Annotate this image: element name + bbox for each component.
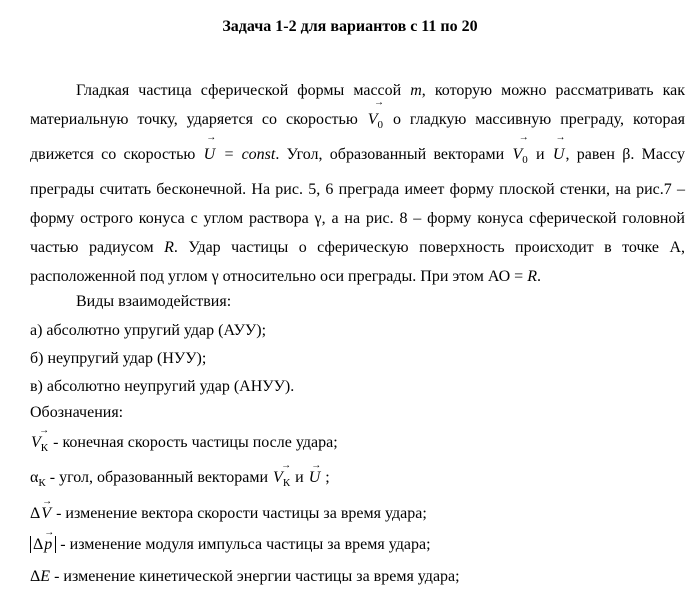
text-segment: , равен β. Массу преграды считать бесконечной. На рис. 5, 6 преграда имеет форму плоской стенки, на рис.7 – форму острого конуса с углом раствора γ, а на рис. 8 – форму конуса сферической головной частью радиусом xyxy=(30,146,686,257)
vector-u xyxy=(203,132,217,169)
text-segment: , которую можно рассматривать как материальную точку, ударяется со скоростью xyxy=(30,82,685,128)
vector-subscript: К xyxy=(40,442,49,455)
vector-subscript: 0 xyxy=(522,154,528,167)
vector-v xyxy=(40,496,53,524)
vector-v0 xyxy=(367,97,384,140)
vector-letter: p xyxy=(44,536,53,553)
notation-item-delta-e xyxy=(30,567,460,587)
radius-symbol: R xyxy=(164,239,174,257)
notation-heading: Обозначения: xyxy=(30,404,124,421)
abs-value-bars xyxy=(30,527,56,553)
notation-text: - угол, образованный векторами xyxy=(45,469,273,486)
text-segment: . Угол, образованный векторами xyxy=(275,146,512,164)
notation-item-vk xyxy=(30,425,338,458)
text-segment: о гладкую массивную преграду, которая движется со скоростью xyxy=(30,111,685,164)
vector-arrow: → xyxy=(42,496,53,507)
delta-symbol: Δ xyxy=(33,536,44,553)
text-segment: и xyxy=(528,146,552,164)
vector-arrow: → xyxy=(518,132,529,144)
vector-p xyxy=(43,527,55,555)
radius-symbol: R xyxy=(527,268,537,286)
notation-text: - изменение кинетической энергии частицы за время удара; xyxy=(50,568,460,585)
vector-vk xyxy=(30,425,50,458)
vector-vk xyxy=(272,460,292,493)
vector-v0 xyxy=(511,132,529,175)
notation-item-alpha xyxy=(30,460,330,493)
vector-arrow: → xyxy=(555,132,566,144)
vector-letter: V xyxy=(41,505,52,522)
vector-subscript: 0 xyxy=(377,119,383,132)
energy-symbol: E xyxy=(40,568,51,585)
notation-text: - изменение модуля импульса частицы за время удара; xyxy=(56,536,431,553)
vector-letter: V xyxy=(273,469,283,486)
vector-arrow: → xyxy=(44,527,55,538)
vector-letter: V xyxy=(512,146,523,164)
notation-item-delta-p xyxy=(30,527,431,555)
vector-letter: V xyxy=(31,434,41,451)
interaction-type-item: в) абсолютно неупругий удар (АНУУ). xyxy=(30,378,295,395)
vector-arrow: → xyxy=(206,132,217,144)
vector-letter: U xyxy=(203,146,216,164)
notation-text: ; xyxy=(321,469,330,486)
vector-subscript: К xyxy=(282,477,291,490)
text-segment: Гладкая частица сферической формы массой xyxy=(76,82,411,99)
text-segment: . xyxy=(536,268,541,286)
vector-arrow: → xyxy=(281,460,292,471)
vector-u xyxy=(308,460,322,488)
vector-letter: U xyxy=(308,469,321,486)
interaction-type-item: а) абсолютно упругий удар (АУУ); xyxy=(30,322,267,339)
vector-u xyxy=(552,132,566,169)
const-equation: = const xyxy=(216,146,276,164)
vector-arrow: → xyxy=(311,460,322,471)
notation-text: - конечная скорость частицы после удара; xyxy=(49,434,338,451)
interaction-types-heading: Виды взаимодействия: xyxy=(76,293,232,310)
delta-symbol: Δ xyxy=(30,505,41,522)
interaction-type-item: б) неупругий удар (НУУ); xyxy=(30,350,207,367)
notation-text: и xyxy=(291,469,308,486)
vector-letter: U xyxy=(552,146,565,164)
alpha-symbol: α xyxy=(30,469,39,486)
vector-letter: V xyxy=(367,111,378,128)
mass-symbol: m xyxy=(410,82,422,99)
task-title: Задача 1-2 для вариантов с 11 по 20 xyxy=(222,18,478,35)
text-segment: . Удар частицы о сферическую поверхность происходит в точке А, расположенной под углом γ относительно оси преграды. При этом АО = xyxy=(30,239,685,286)
problem-paragraph xyxy=(30,76,685,291)
vector-arrow: → xyxy=(39,425,50,436)
delta-symbol: Δ xyxy=(30,568,41,585)
notation-item-delta-v xyxy=(30,496,427,524)
alpha-subscript: К xyxy=(38,477,46,490)
vector-arrow: → xyxy=(374,97,384,108)
notation-text: - изменение вектора скорости частицы за время удара; xyxy=(52,505,427,522)
